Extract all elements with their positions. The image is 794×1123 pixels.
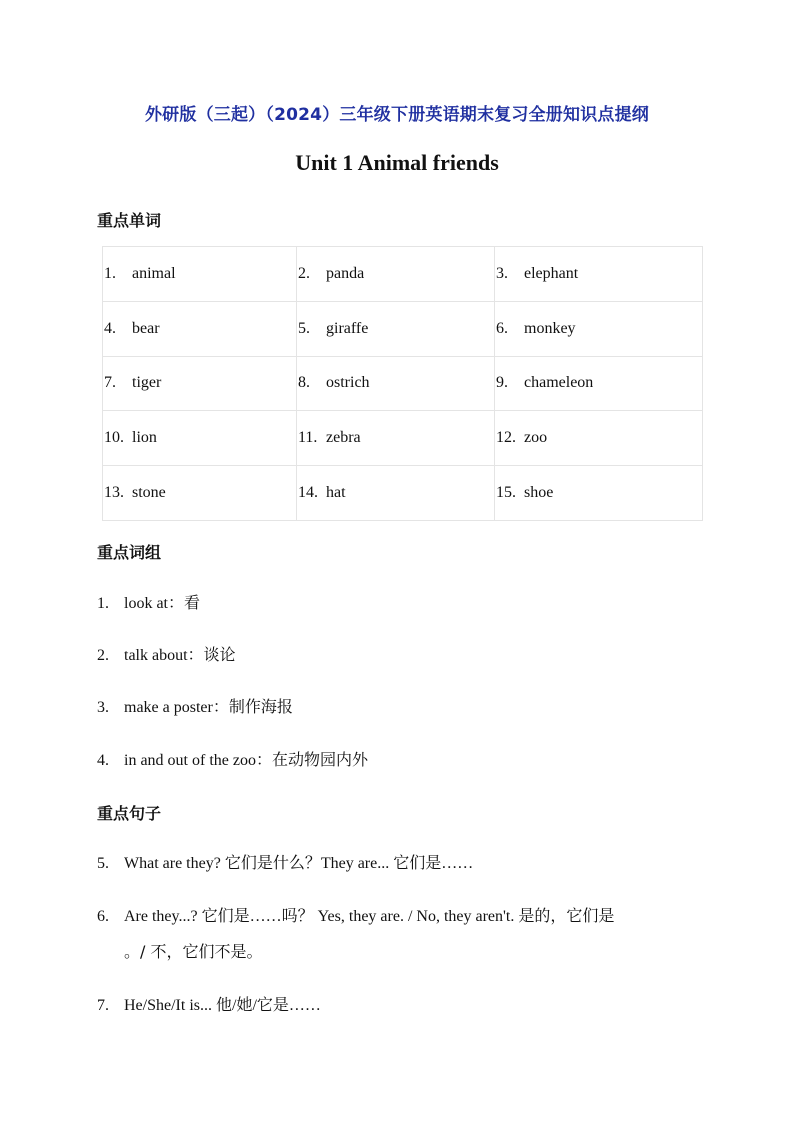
vocab-cell (495, 301, 703, 356)
vocab-word: shoe (524, 484, 554, 502)
section-heading-key-phrases: 重点词组 (97, 543, 162, 562)
vocab-word: lion (132, 429, 157, 447)
vocab-word: tiger (132, 374, 162, 392)
vocab-word: zoo (524, 429, 548, 447)
vocab-cell (103, 466, 297, 521)
vocab-word: stone (132, 484, 166, 502)
table-row (103, 301, 703, 356)
vocab-cell (297, 247, 495, 302)
vocab-word: zebra (326, 429, 361, 447)
vocab-cell (103, 247, 297, 302)
phrase-item (97, 586, 717, 621)
vocab-number: 13. (104, 484, 124, 502)
sentence-continuation: 。/ 不，它们不是。 (124, 942, 263, 961)
vocab-word: animal (132, 264, 176, 282)
phrase-item (97, 743, 717, 778)
vocab-number: 3. (496, 264, 508, 282)
vocab-number: 15. (496, 484, 516, 502)
vocab-number: 14. (298, 484, 318, 502)
vocab-cell (297, 411, 495, 466)
phrase-number: 1. (97, 595, 109, 612)
vocab-number: 4. (104, 319, 116, 337)
phrase-number: 3. (97, 699, 109, 716)
vocab-cell (103, 411, 297, 466)
phrase-chinese: 在动物园内外 (271, 750, 368, 769)
vocab-number: 8. (298, 374, 310, 392)
phrase-english: look at： (124, 595, 184, 612)
section-heading-key-words: 重点单词 (97, 211, 162, 230)
vocab-number: 7. (104, 374, 116, 392)
vocab-number: 11. (298, 429, 318, 447)
table-row (103, 247, 703, 302)
table-row (103, 411, 703, 466)
sentence-text: He/She/It is... 他/她/它是…… (124, 997, 321, 1014)
vocab-number: 10. (104, 429, 124, 447)
phrase-item (97, 690, 717, 725)
vocab-cell (495, 466, 703, 521)
section-heading-key-sentences: 重点句子 (97, 804, 162, 823)
vocab-cell (495, 356, 703, 411)
vocab-number: 1. (104, 264, 116, 282)
vocab-word: bear (132, 319, 160, 337)
phrase-english: talk about： (124, 647, 204, 664)
vocab-number: 12. (496, 429, 516, 447)
vocab-cell (297, 466, 495, 521)
phrase-english: make a poster： (124, 699, 229, 716)
phrase-number: 2. (97, 647, 109, 664)
sentence-item (97, 847, 717, 881)
vocabulary-table (102, 246, 703, 521)
vocab-cell (297, 301, 495, 356)
phrase-chinese: 谈论 (203, 645, 236, 664)
phrase-chinese: 制作海报 (228, 697, 293, 716)
vocab-word: chameleon (524, 374, 594, 392)
sentence-text: Are they...? 它们是……吗？ Yes, they are. / No, they aren't. 是的，它们是 (124, 908, 615, 925)
sentence-number: 7. (97, 997, 109, 1014)
vocab-cell (297, 356, 495, 411)
vocab-cell (103, 301, 297, 356)
vocab-number: 2. (298, 264, 310, 282)
sentence-number: 6. (97, 908, 109, 925)
phrase-number: 4. (97, 752, 109, 769)
vocab-word: panda (326, 264, 365, 282)
table-row (103, 466, 703, 521)
phrase-chinese: 看 (184, 593, 201, 612)
vocab-word: hat (326, 484, 346, 502)
vocab-cell (495, 411, 703, 466)
vocab-number: 6. (496, 319, 508, 337)
vocab-cell (103, 356, 297, 411)
vocab-cell (495, 247, 703, 302)
table-row (103, 356, 703, 411)
vocab-number: 5. (298, 319, 310, 337)
vocab-word: monkey (524, 319, 576, 337)
unit-title: Unit 1 Animal friends (295, 150, 499, 175)
vocab-word: giraffe (326, 319, 369, 337)
phrase-english: in and out of the zoo： (124, 752, 272, 769)
sentence-number: 5. (97, 855, 109, 872)
sentence-item (97, 900, 717, 934)
document-title: 外研版（三起）（2024）三年级下册英语期末复习全册知识点提纲 (144, 105, 649, 125)
vocab-number: 9. (496, 374, 508, 392)
vocab-word: ostrich (326, 374, 370, 392)
sentence-text: What are they? 它们是什么？They are... 它们是…… (124, 855, 474, 872)
phrase-item (97, 638, 717, 673)
sentence-item (97, 989, 717, 1023)
vocab-word: elephant (524, 264, 579, 282)
